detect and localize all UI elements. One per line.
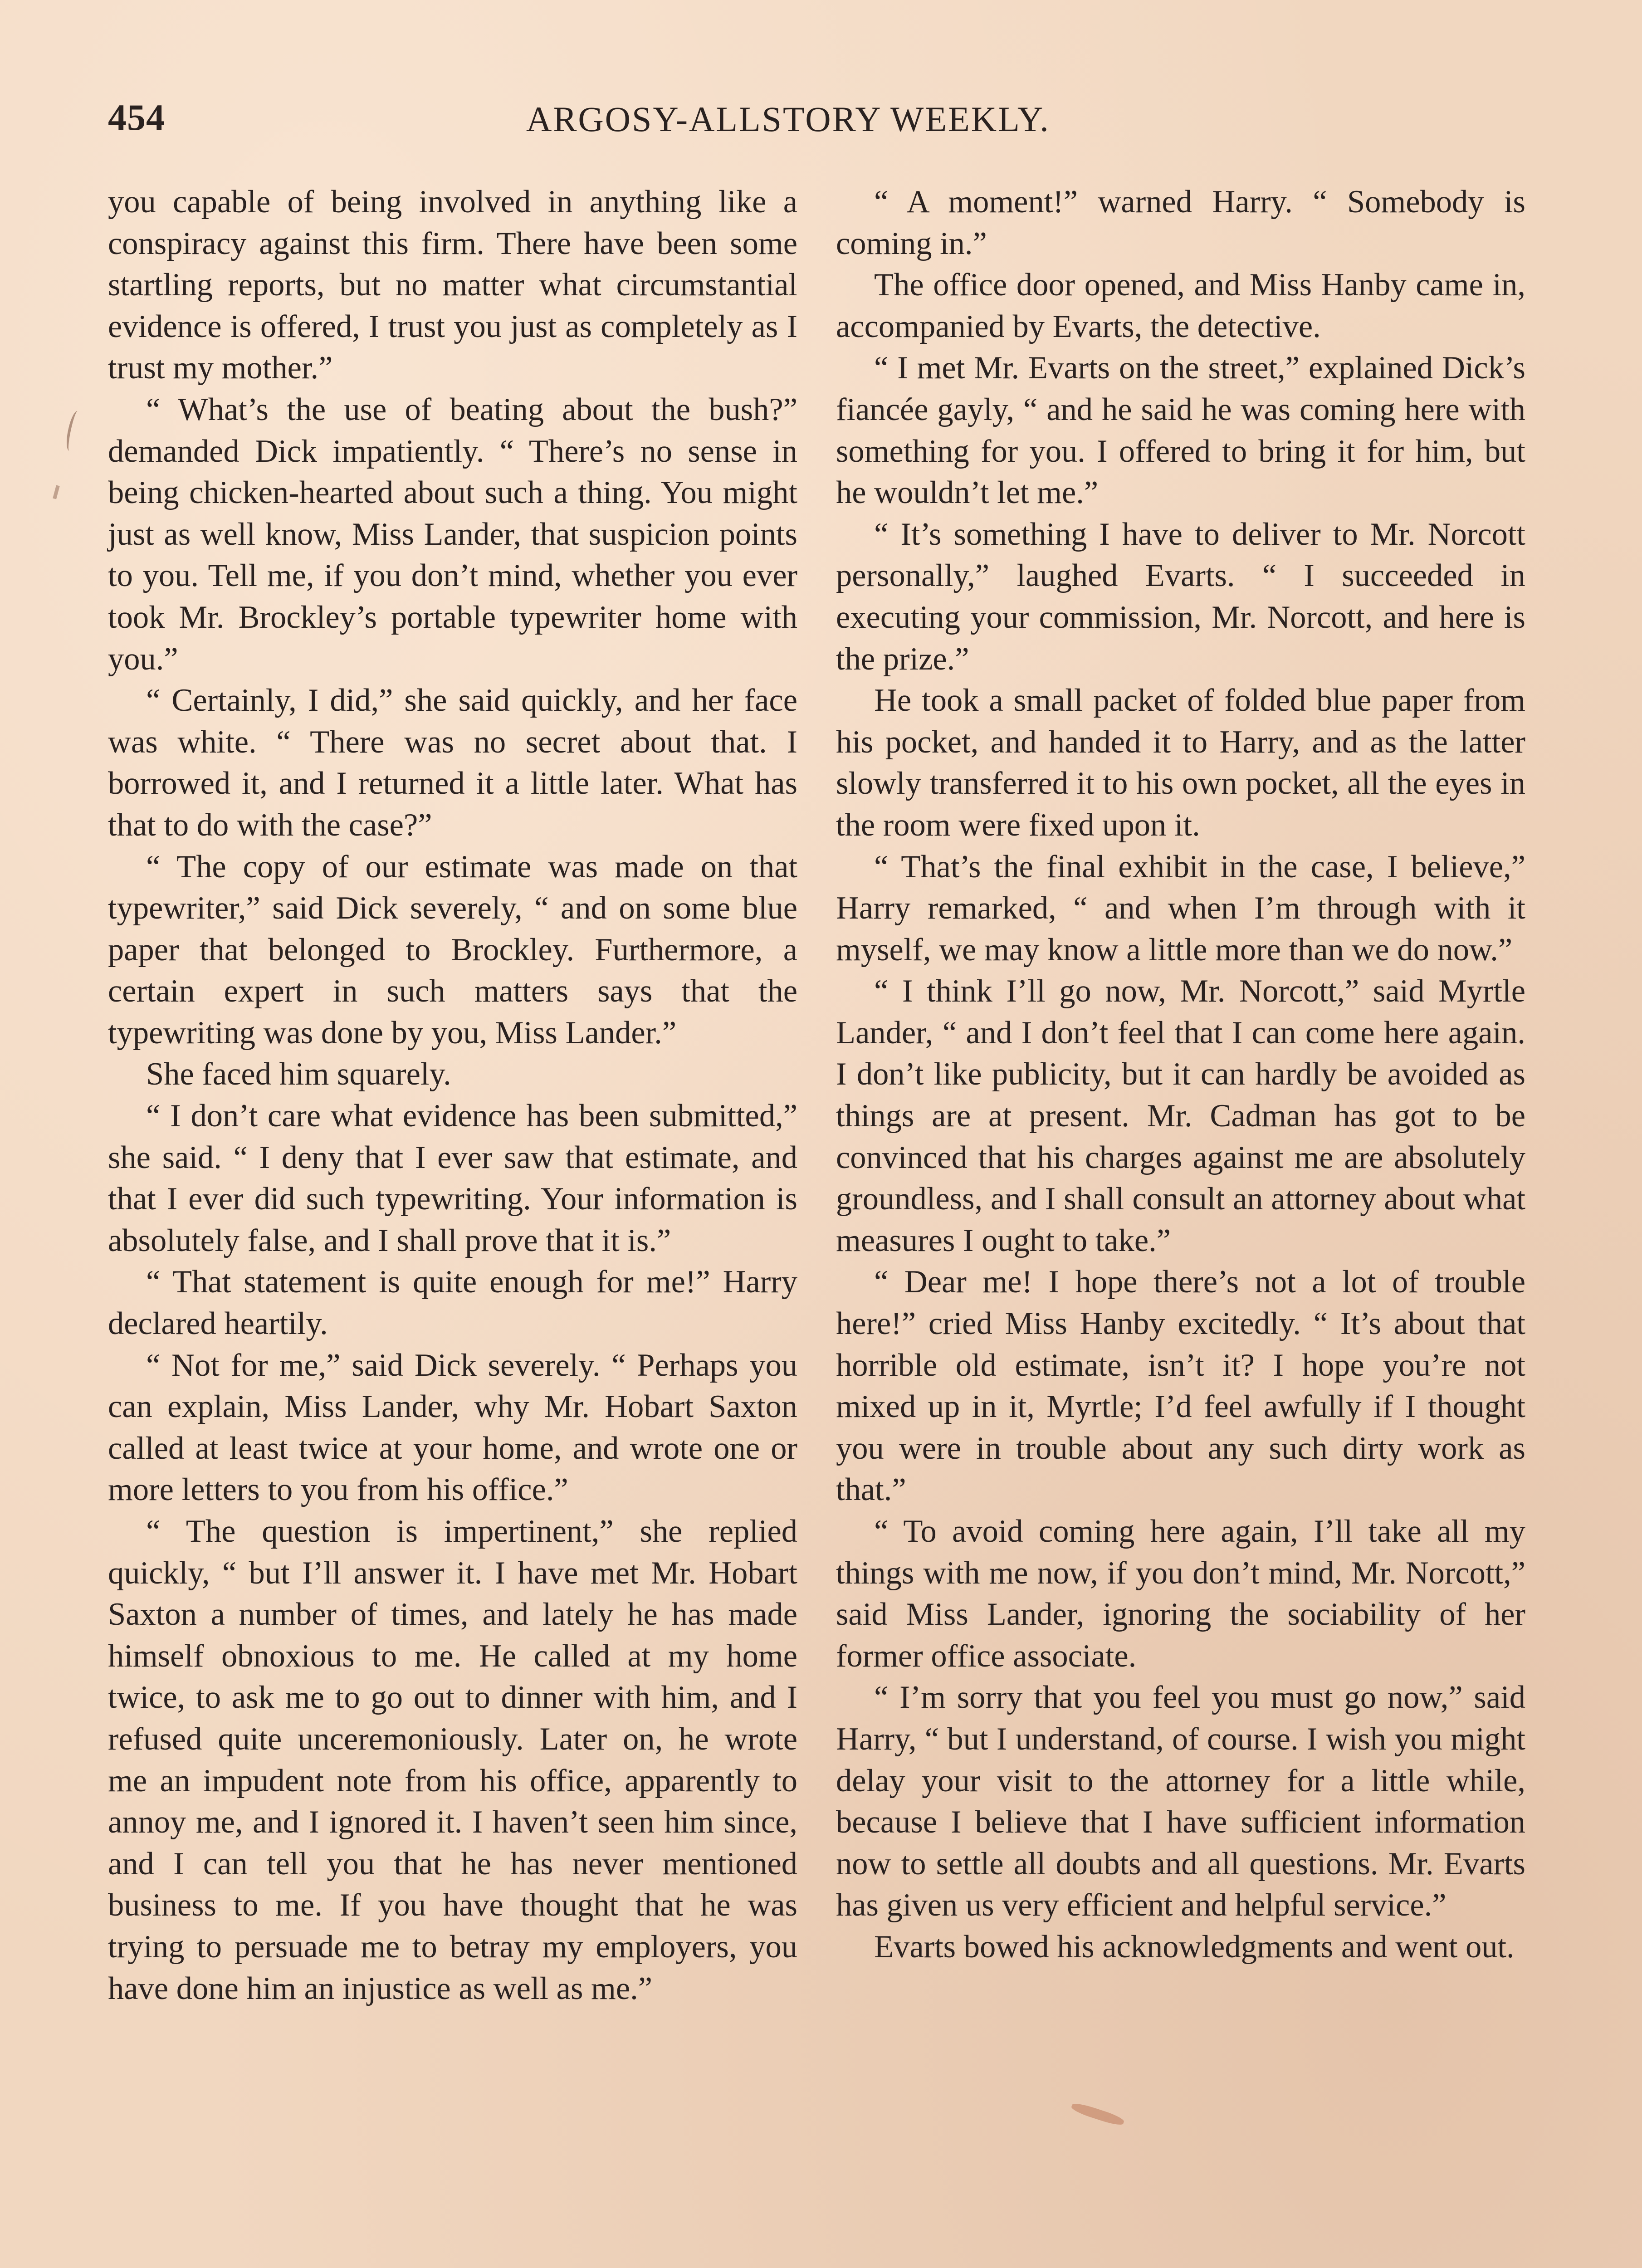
paragraph: “ The question is impertinent,” she replied quickly, “ but I’ll answer it. I have met Mr. Hobart Saxton a number of times, and lately he has made himself obnoxious to me. He called at my home twice, to ask me to go out to dinner with him, and I refused quite unceremoniously. Later on, he wrote me an impudent note from his office, apparently to annoy me, and I ignored it. I haven’t seen him since, and I can tell you that he has never mentioned business to me. If you have thought that he was trying to persuade me to betray my employers, you have done him an injustice as well as me.” xyxy=(108,1514,797,2006)
pencil-mark xyxy=(53,485,59,499)
paragraph: “ To avoid coming here again, I’ll take all my things with me now, if you don’t mind, Mr. Norcott,” said Miss Lander, ignoring the sociability of her former office associate. xyxy=(836,1514,1525,1674)
running-head: ARGOSY-ALLSTORY WEEKLY. xyxy=(526,99,1050,139)
paragraph: “ I’m sorry that you feel you must go now,” said Harry, “ but I understand, of course. I wish you might delay your visit to the attorney for a little while, because I believe that I have sufficient information now to settle all doubts and all questions. Mr. Evarts has given us very efficient and helpful service.” xyxy=(836,1680,1525,1923)
paragraph: “ I think I’ll go now, Mr. Norcott,” said Myrtle Lander, “ and I don’t feel that I can come here again. I don’t like publicity, but it can hardly be avoided as things are at present. Mr. Cadman has got to be convinced that his charges against me are absolutely groundless, and I shall consult an attorney about what measures I ought to take.” xyxy=(836,973,1525,1258)
paragraph: “ That’s the final exhibit in the case, I believe,” Harry remarked, “ and when I’m through with it myself, we may know a little more than we do now.” xyxy=(836,849,1525,968)
paragraph: “ That statement is quite enough for me!” Harry declared heartily. xyxy=(108,1264,797,1342)
paragraph: “ It’s something I have to deliver to Mr. Norcott personally,” laughed Evarts. “ I succeeded in executing your commission, Mr. Norcott, and here is the prize.” xyxy=(836,516,1525,677)
paragraph: “ I met Mr. Evarts on the street,” explained Dick’s fiancée gayly, “ and he said he was coming here with something for you. I offered to bring it for him, but he wouldn’t let me.” xyxy=(836,350,1525,511)
paragraph: She faced him squarely. xyxy=(146,1056,451,1092)
paragraph: “ A moment!” warned Harry. “ Somebody is coming in.” xyxy=(836,184,1525,261)
paragraph: “ What’s the use of beating about the bush?” demanded Dick impatiently. “ There’s no sense in being chicken-hearted about such a thing. You might just as well know, Miss Lander, that suspicion points to you. Tell me, if you don’t mind, whether you ever took Mr. Brockley’s portable typewriter home with you.” xyxy=(108,391,797,677)
paragraph: “ I don’t care what evidence has been submitted,” she said. “ I deny that I ever saw that estimate, and that I ever did such typewriting. Your information is absolutely false, and I shall prove that it is.” xyxy=(108,1098,797,1258)
paragraph: The office door opened, and Miss Hanby came in, accompanied by Evarts, the detective. xyxy=(836,267,1525,344)
page-number: 454 xyxy=(108,97,165,138)
pencil-mark xyxy=(64,410,83,452)
paragraph: “ Certainly, I did,” she said quickly, and her face was white. “ There was no secret about that. I borrowed it, and I returned it a little later. What has that to do with the case?” xyxy=(108,683,797,843)
paper-stain xyxy=(1070,2101,1125,2127)
paragraph: He took a small packet of folded blue paper from his pocket, and handed it to Harry, and as the latter slowly transferred it to his own pocket, all the eyes in the room were fixed upon it. xyxy=(836,683,1525,843)
left-column xyxy=(108,181,797,2009)
paragraph: Evarts bowed his acknowledgments and went out. xyxy=(874,1929,1515,1965)
paragraph: “ Dear me! I hope there’s not a lot of trouble here!” cried Miss Hanby excitedly. “ It’s about that horrible old estimate, isn’t it? I hope you’re not mixed up in it, Myrtle; I’d feel awfully if I thought you were in trouble about any such dirty work as that.” xyxy=(836,1264,1525,1508)
right-column xyxy=(836,181,1525,1968)
paragraph: you capable of being involved in anything like a conspiracy against this firm. There have been some startling reports, but no matter what circumstantial evidence is offered, I trust you just as completely as I trust my mother.” xyxy=(108,184,797,386)
paragraph: “ The copy of our estimate was made on that typewriter,” said Dick severely, “ and on some blue paper that belonged to Brockley. Furthermore, a certain expert in such matters says that the typewriting was done by you, Miss Lander.” xyxy=(108,849,797,1051)
paragraph: “ Not for me,” said Dick severely. “ Perhaps you can explain, Miss Lander, why Mr. Hobart Saxton called at least twice at your home, and wrote one or more letters to you from his office.” xyxy=(108,1347,797,1508)
